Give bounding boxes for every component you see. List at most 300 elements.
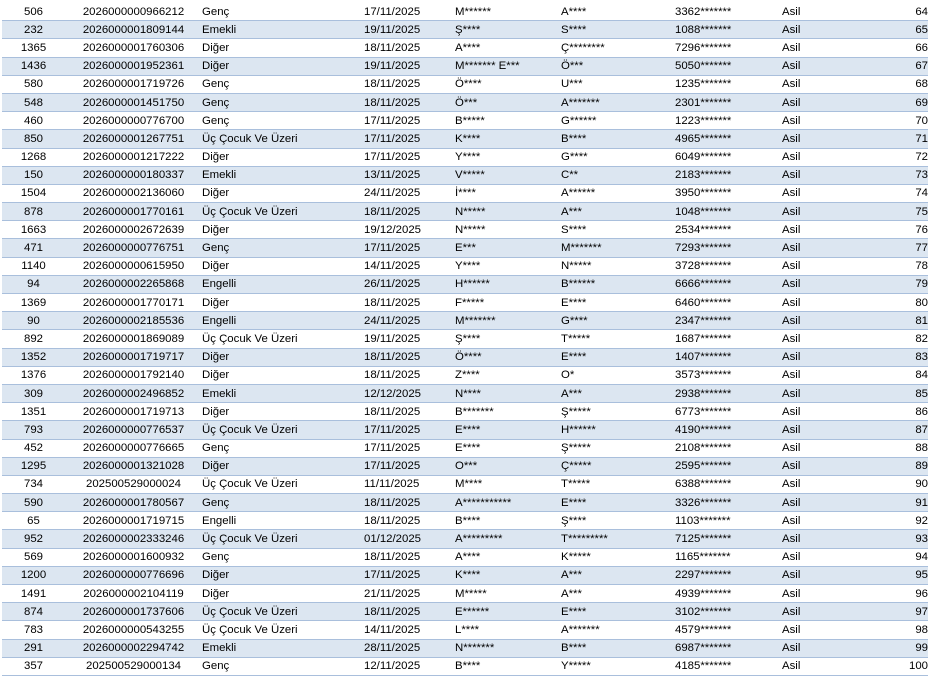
cell-date: 14/11/2025 [364,621,455,639]
cell-application-no: 2026000001869089 [65,330,202,348]
table-row [2,621,928,639]
cell-rank: 69 [860,93,928,111]
cell-first-name: L**** [455,621,561,639]
cell-last-name: A*** [561,585,675,603]
cell-rank: 68 [860,75,928,93]
cell-last-name: G**** [561,312,675,330]
cell-sequence-no: 94 [2,275,65,293]
cell-category: Genç [202,75,364,93]
cell-last-name: A******* [561,93,675,111]
results-table [2,3,928,676]
cell-first-name: Y**** [455,148,561,166]
cell-sequence-no: 150 [2,166,65,184]
table-row [2,330,928,348]
cell-id-number: 6049******* [675,148,782,166]
cell-last-name: A*** [561,384,675,402]
cell-category: Genç [202,239,364,257]
cell-last-name: A*** [561,566,675,584]
table-row [2,93,928,111]
cell-sequence-no: 569 [2,548,65,566]
cell-last-name: Ç******** [561,39,675,57]
cell-category: Emekli [202,21,364,39]
cell-category: Engelli [202,512,364,530]
cell-last-name: Y***** [561,657,675,675]
cell-first-name: Ö**** [455,348,561,366]
cell-status: Asil [782,457,860,475]
cell-sequence-no: 357 [2,657,65,675]
cell-sequence-no: 1504 [2,184,65,202]
cell-id-number: 1048******* [675,203,782,221]
cell-last-name: M******* [561,239,675,257]
cell-category: Emekli [202,384,364,402]
table-row [2,148,928,166]
cell-id-number: 1223******* [675,112,782,130]
cell-last-name: E**** [561,494,675,512]
cell-rank: 64 [860,3,928,21]
cell-category: Genç [202,494,364,512]
cell-application-no: 2026000001267751 [65,130,202,148]
table-row [2,275,928,293]
cell-status: Asil [782,603,860,621]
table-row [2,494,928,512]
cell-status: Asil [782,348,860,366]
cell-category: Diğer [202,348,364,366]
table-row [2,257,928,275]
table-row [2,548,928,566]
cell-status: Asil [782,57,860,75]
cell-id-number: 1687******* [675,330,782,348]
cell-date: 18/11/2025 [364,512,455,530]
cell-id-number: 2595******* [675,457,782,475]
cell-first-name: A*********** [455,494,561,512]
cell-status: Asil [782,366,860,384]
cell-status: Asil [782,566,860,584]
cell-sequence-no: 590 [2,494,65,512]
cell-first-name: Ş**** [455,330,561,348]
cell-last-name: B****** [561,275,675,293]
cell-first-name: M****** [455,3,561,21]
cell-application-no: 2026000002104119 [65,585,202,603]
cell-category: Üç Çocuk Ve Üzeri [202,330,364,348]
table-row [2,603,928,621]
cell-sequence-no: 734 [2,475,65,493]
table-row [2,112,928,130]
cell-first-name: M**** [455,475,561,493]
cell-application-no: 2026000001217222 [65,148,202,166]
cell-date: 17/11/2025 [364,148,455,166]
table-row [2,239,928,257]
cell-rank: 90 [860,475,928,493]
cell-sequence-no: 90 [2,312,65,330]
table-row [2,457,928,475]
cell-first-name: A********* [455,530,561,548]
cell-category: Diğer [202,585,364,603]
cell-rank: 80 [860,294,928,312]
cell-first-name: E****** [455,603,561,621]
cell-sequence-no: 232 [2,21,65,39]
cell-sequence-no: 1369 [2,294,65,312]
cell-category: Genç [202,93,364,111]
cell-category: Diğer [202,294,364,312]
cell-last-name: T***** [561,475,675,493]
cell-id-number: 4185******* [675,657,782,675]
table-row [2,585,928,603]
cell-rank: 71 [860,130,928,148]
cell-last-name: O* [561,366,675,384]
cell-category: Diğer [202,566,364,584]
cell-last-name: G****** [561,112,675,130]
cell-rank: 65 [860,21,928,39]
cell-date: 18/11/2025 [364,403,455,421]
cell-sequence-no: 1351 [2,403,65,421]
cell-application-no: 2026000001451750 [65,93,202,111]
cell-rank: 72 [860,148,928,166]
cell-id-number: 7125******* [675,530,782,548]
cell-first-name: Ö**** [455,75,561,93]
cell-date: 17/11/2025 [364,239,455,257]
cell-first-name: Ö*** [455,93,561,111]
cell-last-name: U*** [561,75,675,93]
cell-sequence-no: 783 [2,621,65,639]
cell-sequence-no: 1491 [2,585,65,603]
cell-application-no: 2026000000966212 [65,3,202,21]
cell-rank: 93 [860,530,928,548]
cell-status: Asil [782,39,860,57]
cell-sequence-no: 1295 [2,457,65,475]
cell-id-number: 4965******* [675,130,782,148]
cell-application-no: 2026000000776696 [65,566,202,584]
cell-id-number: 1165******* [675,548,782,566]
cell-first-name: O*** [455,457,561,475]
cell-application-no: 2026000000776751 [65,239,202,257]
cell-status: Asil [782,257,860,275]
cell-rank: 78 [860,257,928,275]
cell-application-no: 2026000000543255 [65,621,202,639]
cell-rank: 89 [860,457,928,475]
cell-date: 19/12/2025 [364,221,455,239]
cell-date: 17/11/2025 [364,421,455,439]
table-row [2,512,928,530]
cell-sequence-no: 878 [2,203,65,221]
cell-first-name: N***** [455,221,561,239]
cell-status: Asil [782,75,860,93]
cell-date: 18/11/2025 [364,366,455,384]
cell-sequence-no: 548 [2,93,65,111]
cell-id-number: 3573******* [675,366,782,384]
cell-date: 12/11/2025 [364,657,455,675]
cell-rank: 67 [860,57,928,75]
cell-rank: 76 [860,221,928,239]
cell-rank: 99 [860,639,928,657]
table-row [2,3,928,21]
cell-id-number: 4190******* [675,421,782,439]
cell-first-name: K**** [455,130,561,148]
cell-application-no: 2026000001321028 [65,457,202,475]
cell-application-no: 2026000001600932 [65,548,202,566]
cell-category: Diğer [202,366,364,384]
cell-first-name: Ş**** [455,21,561,39]
cell-sequence-no: 471 [2,239,65,257]
cell-id-number: 6460******* [675,294,782,312]
cell-date: 21/11/2025 [364,585,455,603]
cell-id-number: 4579******* [675,621,782,639]
cell-date: 17/11/2025 [364,3,455,21]
cell-id-number: 1088******* [675,21,782,39]
cell-first-name: B***** [455,112,561,130]
cell-application-no: 202500529000024 [65,475,202,493]
cell-first-name: E*** [455,239,561,257]
cell-category: Genç [202,657,364,675]
cell-status: Asil [782,130,860,148]
table-row [2,75,928,93]
cell-last-name: B**** [561,130,675,148]
cell-last-name: E**** [561,603,675,621]
cell-id-number: 3950******* [675,184,782,202]
cell-status: Asil [782,639,860,657]
cell-first-name: B**** [455,512,561,530]
cell-application-no: 2026000001770161 [65,203,202,221]
cell-sequence-no: 65 [2,512,65,530]
cell-status: Asil [782,512,860,530]
cell-sequence-no: 892 [2,330,65,348]
cell-category: Engelli [202,275,364,293]
cell-rank: 97 [860,603,928,621]
results-table-body [2,3,928,675]
cell-category: Genç [202,548,364,566]
cell-id-number: 4939******* [675,585,782,603]
cell-last-name: G**** [561,148,675,166]
cell-application-no: 2026000002672639 [65,221,202,239]
cell-status: Asil [782,530,860,548]
cell-date: 18/11/2025 [364,348,455,366]
cell-status: Asil [782,403,860,421]
cell-id-number: 2297******* [675,566,782,584]
table-row [2,566,928,584]
cell-first-name: M******* E*** [455,57,561,75]
cell-category: Diğer [202,57,364,75]
cell-date: 18/11/2025 [364,93,455,111]
cell-last-name: A*** [561,203,675,221]
cell-date: 18/11/2025 [364,603,455,621]
cell-application-no: 2026000001737606 [65,603,202,621]
cell-category: Üç Çocuk Ve Üzeri [202,130,364,148]
cell-sequence-no: 1365 [2,39,65,57]
cell-last-name: S**** [561,221,675,239]
table-row [2,130,928,148]
cell-last-name: B**** [561,639,675,657]
cell-first-name: K**** [455,566,561,584]
table-row [2,403,928,421]
cell-date: 17/11/2025 [364,457,455,475]
cell-rank: 83 [860,348,928,366]
cell-id-number: 2347******* [675,312,782,330]
cell-id-number: 2938******* [675,384,782,402]
cell-application-no: 2026000002496852 [65,384,202,402]
cell-category: Diğer [202,221,364,239]
cell-first-name: F***** [455,294,561,312]
cell-rank: 91 [860,494,928,512]
cell-application-no: 2026000001719713 [65,403,202,421]
cell-application-no: 2026000002136060 [65,184,202,202]
cell-date: 14/11/2025 [364,257,455,275]
cell-category: Diğer [202,148,364,166]
cell-last-name: T***** [561,330,675,348]
cell-sequence-no: 506 [2,3,65,21]
cell-id-number: 2534******* [675,221,782,239]
cell-status: Asil [782,294,860,312]
cell-category: Üç Çocuk Ve Üzeri [202,603,364,621]
cell-status: Asil [782,439,860,457]
cell-status: Asil [782,93,860,111]
cell-sequence-no: 580 [2,75,65,93]
cell-category: Diğer [202,403,364,421]
cell-first-name: N******* [455,639,561,657]
cell-last-name: Ş***** [561,403,675,421]
cell-last-name: S**** [561,21,675,39]
cell-status: Asil [782,548,860,566]
cell-date: 18/11/2025 [364,75,455,93]
cell-rank: 87 [860,421,928,439]
cell-sequence-no: 1663 [2,221,65,239]
cell-rank: 77 [860,239,928,257]
cell-rank: 86 [860,403,928,421]
cell-first-name: E**** [455,421,561,439]
cell-status: Asil [782,657,860,675]
cell-status: Asil [782,494,860,512]
cell-last-name: Ö*** [561,57,675,75]
cell-last-name: K***** [561,548,675,566]
cell-application-no: 2026000001792140 [65,366,202,384]
cell-status: Asil [782,312,860,330]
cell-rank: 73 [860,166,928,184]
cell-category: Üç Çocuk Ve Üzeri [202,530,364,548]
table-row [2,166,928,184]
cell-date: 28/11/2025 [364,639,455,657]
cell-status: Asil [782,275,860,293]
cell-rank: 98 [860,621,928,639]
cell-category: Diğer [202,457,364,475]
cell-sequence-no: 874 [2,603,65,621]
table-row [2,348,928,366]
cell-category: Diğer [202,257,364,275]
cell-rank: 100 [860,657,928,675]
cell-application-no: 2026000001770171 [65,294,202,312]
cell-sequence-no: 1268 [2,148,65,166]
cell-id-number: 2108******* [675,439,782,457]
cell-date: 19/11/2025 [364,57,455,75]
cell-date: 17/11/2025 [364,130,455,148]
cell-category: Genç [202,3,364,21]
cell-id-number: 6773******* [675,403,782,421]
cell-last-name: E**** [561,294,675,312]
cell-date: 19/11/2025 [364,330,455,348]
cell-id-number: 2183******* [675,166,782,184]
cell-first-name: A**** [455,39,561,57]
cell-date: 19/11/2025 [364,21,455,39]
cell-last-name: N***** [561,257,675,275]
table-row [2,39,928,57]
cell-date: 18/11/2025 [364,494,455,512]
cell-application-no: 2026000000776665 [65,439,202,457]
cell-last-name: A**** [561,3,675,21]
table-row [2,421,928,439]
cell-application-no: 2026000000776700 [65,112,202,130]
cell-id-number: 7296******* [675,39,782,57]
cell-last-name: Ç***** [561,457,675,475]
cell-category: Üç Çocuk Ve Üzeri [202,421,364,439]
cell-status: Asil [782,330,860,348]
cell-first-name: H****** [455,275,561,293]
table-row [2,530,928,548]
cell-application-no: 2026000000776537 [65,421,202,439]
cell-id-number: 6666******* [675,275,782,293]
table-row [2,221,928,239]
cell-date: 11/11/2025 [364,475,455,493]
cell-category: Engelli [202,312,364,330]
cell-date: 18/11/2025 [364,548,455,566]
cell-category: Genç [202,439,364,457]
cell-application-no: 202500529000134 [65,657,202,675]
cell-first-name: Z**** [455,366,561,384]
cell-sequence-no: 1436 [2,57,65,75]
cell-last-name: C** [561,166,675,184]
cell-rank: 92 [860,512,928,530]
cell-rank: 94 [860,548,928,566]
cell-status: Asil [782,475,860,493]
cell-last-name: E**** [561,348,675,366]
cell-status: Asil [782,203,860,221]
table-row [2,294,928,312]
cell-date: 24/11/2025 [364,312,455,330]
cell-sequence-no: 460 [2,112,65,130]
cell-status: Asil [782,384,860,402]
cell-date: 24/11/2025 [364,184,455,202]
cell-last-name: Ş***** [561,439,675,457]
cell-last-name: A******* [561,621,675,639]
cell-date: 17/11/2025 [364,112,455,130]
cell-status: Asil [782,3,860,21]
cell-first-name: Y**** [455,257,561,275]
cell-application-no: 2026000002265868 [65,275,202,293]
cell-id-number: 1235******* [675,75,782,93]
cell-application-no: 2026000002294742 [65,639,202,657]
cell-rank: 79 [860,275,928,293]
cell-sequence-no: 1140 [2,257,65,275]
cell-id-number: 2301******* [675,93,782,111]
cell-sequence-no: 1200 [2,566,65,584]
cell-last-name: T********* [561,530,675,548]
cell-date: 18/11/2025 [364,39,455,57]
cell-id-number: 1103******* [675,512,782,530]
cell-status: Asil [782,21,860,39]
cell-category: Emekli [202,166,364,184]
cell-id-number: 6388******* [675,475,782,493]
cell-first-name: N**** [455,384,561,402]
cell-status: Asil [782,221,860,239]
cell-id-number: 5050******* [675,57,782,75]
cell-id-number: 3728******* [675,257,782,275]
cell-first-name: V***** [455,166,561,184]
cell-date: 13/11/2025 [364,166,455,184]
cell-id-number: 3326******* [675,494,782,512]
table-row [2,657,928,675]
cell-sequence-no: 793 [2,421,65,439]
table-row [2,639,928,657]
cell-rank: 70 [860,112,928,130]
cell-first-name: M***** [455,585,561,603]
cell-last-name: A****** [561,184,675,202]
cell-sequence-no: 1376 [2,366,65,384]
